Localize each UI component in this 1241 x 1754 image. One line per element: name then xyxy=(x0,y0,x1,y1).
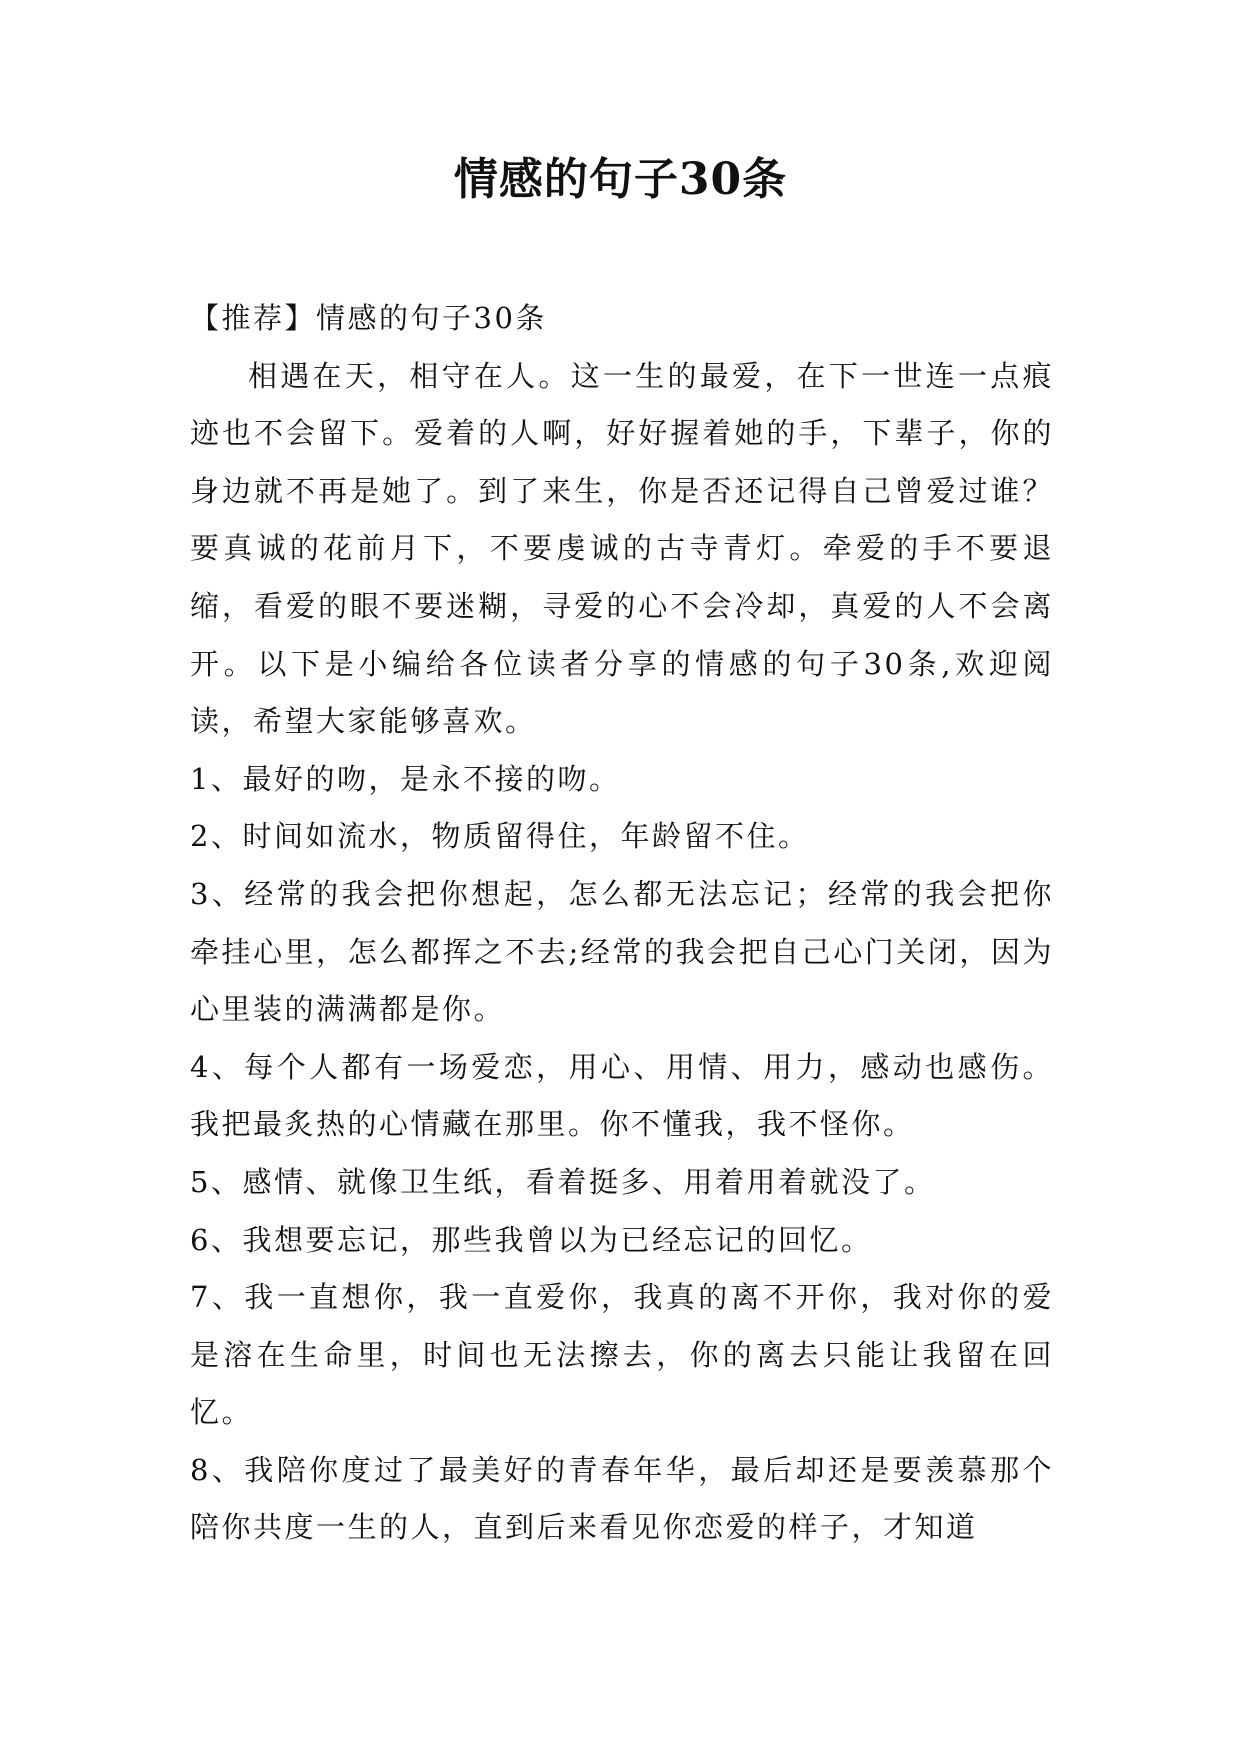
document-title: 情感的句子30条 xyxy=(453,154,788,205)
list-item-4: 4、每个人都有一场爱恋，用心、用情、用力，感动也感伤。我把最炙热的心情藏在那里。你不懂我，我不怪你。 xyxy=(190,1049,1054,1142)
list-item-7: 7、我一直想你，我一直爱你，我真的离不开你，我对你的爱是溶在生命里，时间也无法擦去，你的离去只能让我留在回忆。 xyxy=(190,1280,1054,1430)
document-subtitle: 【推荐】情感的句子30条 xyxy=(190,301,547,335)
list-item-1: 1、最好的吻，是永不接的吻。 xyxy=(190,761,621,796)
list-item-2: 2、时间如流水，物质留得住，年龄留不住。 xyxy=(190,819,810,854)
document-body xyxy=(190,290,1054,1557)
list-item-5: 5、感情、就像卫生纸，看着挺多、用着用着就没了。 xyxy=(190,1164,936,1199)
list-item-3: 3、经常的我会把你想起，怎么都无法忘记；经常的我会把你牵挂心里，怎么都挥之不去;经常的我会把自己心门关闭，因为心里装的满满都是你。 xyxy=(190,876,1054,1027)
list-item-6: 6、我想要忘记，那些我曾以为已经忘记的回忆。 xyxy=(190,1222,873,1257)
intro-paragraph: 相遇在天，相守在人。这一生的最爱，在下一世连一点痕迹也不会留下。爱着的人啊，好好握着她的手，下辈子，你的身边就不再是她了。到了来生，你是否还记得自己曾爱过谁？要真诚的花前月下，不要虔诚的古寺青灯。牵爱的手不要退缩，看爱的眼不要迷糊，寻爱的心不会冷却，真爱的人不会离开。以下是小编给各位读者分享的情感的句子30条,欢迎阅读，希望大家能够喜欢。 xyxy=(190,358,1054,739)
list-item-8: 8、我陪你度过了最美好的青春年华，最后却还是要羡慕那个陪你共度一生的人，直到后来看见你恋爱的样子，才知道 xyxy=(190,1452,1054,1545)
